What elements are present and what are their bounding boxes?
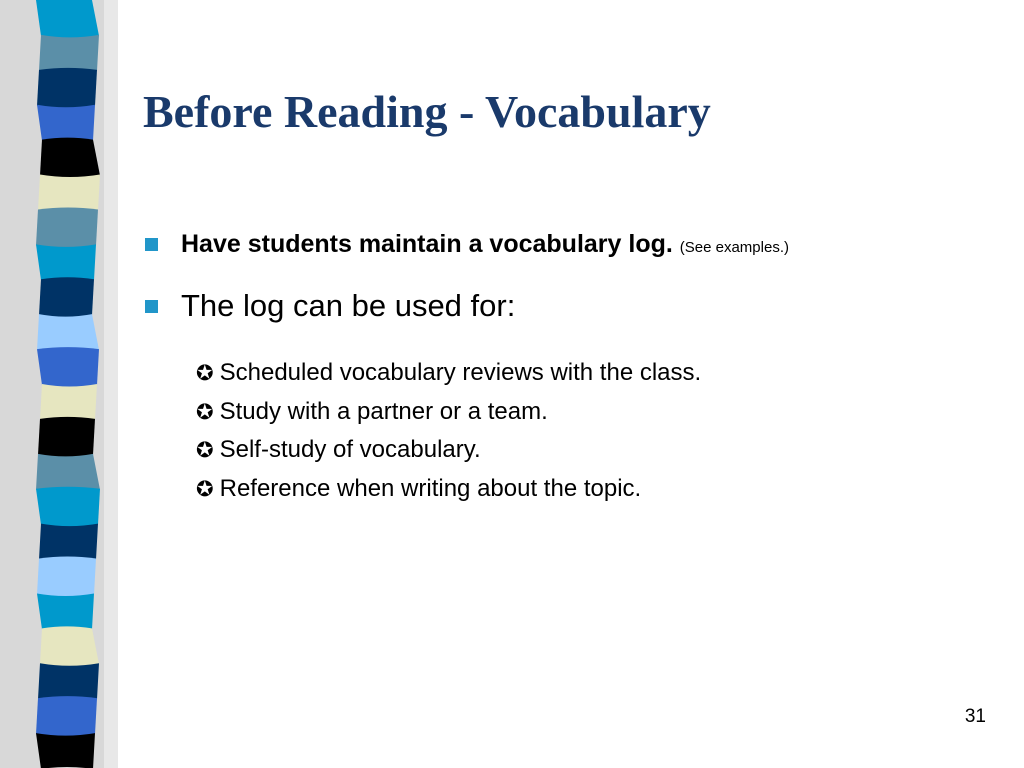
decorative-side-strip <box>0 0 118 768</box>
star-bullet-icon: ✪ <box>196 476 214 501</box>
sub-item-scheduled-reviews <box>196 354 1003 393</box>
strip-band <box>39 524 98 560</box>
strip-band <box>40 626 99 666</box>
strip-band <box>40 384 97 420</box>
strip-band <box>38 663 99 699</box>
strip-band <box>36 487 100 527</box>
slide-title: Before Reading - Vocabulary <box>143 86 711 137</box>
sub-item-partner-study <box>196 393 1003 432</box>
star-bullet-icon: ✪ <box>196 399 214 424</box>
bullet-item-vocabulary-log <box>143 226 1003 266</box>
sub-item-text: Self-study of vocabulary. <box>219 436 481 463</box>
square-bullet-icon <box>145 300 158 313</box>
strip-band <box>40 138 100 178</box>
bullet-note: (See examples.) <box>679 239 789 256</box>
strip-band <box>36 244 96 280</box>
strip-band <box>36 0 99 38</box>
page-number: 31 <box>964 706 986 727</box>
strip-band <box>39 277 94 317</box>
bullet-list <box>143 226 1003 508</box>
star-bullet-icon: ✪ <box>196 438 214 462</box>
square-bullet-icon <box>145 238 158 251</box>
strip-band <box>36 733 95 768</box>
strip-band <box>36 207 98 247</box>
strip-band <box>37 314 99 350</box>
strip-band <box>37 557 96 597</box>
bullet-text: The log can be used for: <box>181 288 516 323</box>
sub-item-text: Scheduled vocabulary reviews with the class. <box>219 359 702 386</box>
bullet-item-log-uses <box>143 284 1003 328</box>
strip-band <box>36 696 97 736</box>
star-bullet-icon: ✪ <box>196 361 214 385</box>
strip-band <box>39 35 99 71</box>
strip-band <box>36 454 100 490</box>
bullet-bold-text: Have students maintain a vocabulary log. <box>181 230 673 258</box>
sub-item-self-study <box>196 431 1003 470</box>
strip-band <box>37 68 97 108</box>
strip-band <box>37 105 95 141</box>
strip-band <box>37 347 99 387</box>
sub-bullet-list <box>143 354 1003 508</box>
strip-band <box>38 417 95 457</box>
strip-band <box>38 175 100 211</box>
sub-item-text: Reference when writing about the topic. <box>219 474 642 502</box>
strip-band <box>37 593 94 629</box>
sub-item-reference <box>196 470 1003 509</box>
sub-item-text: Study with a partner or a team. <box>219 397 548 425</box>
